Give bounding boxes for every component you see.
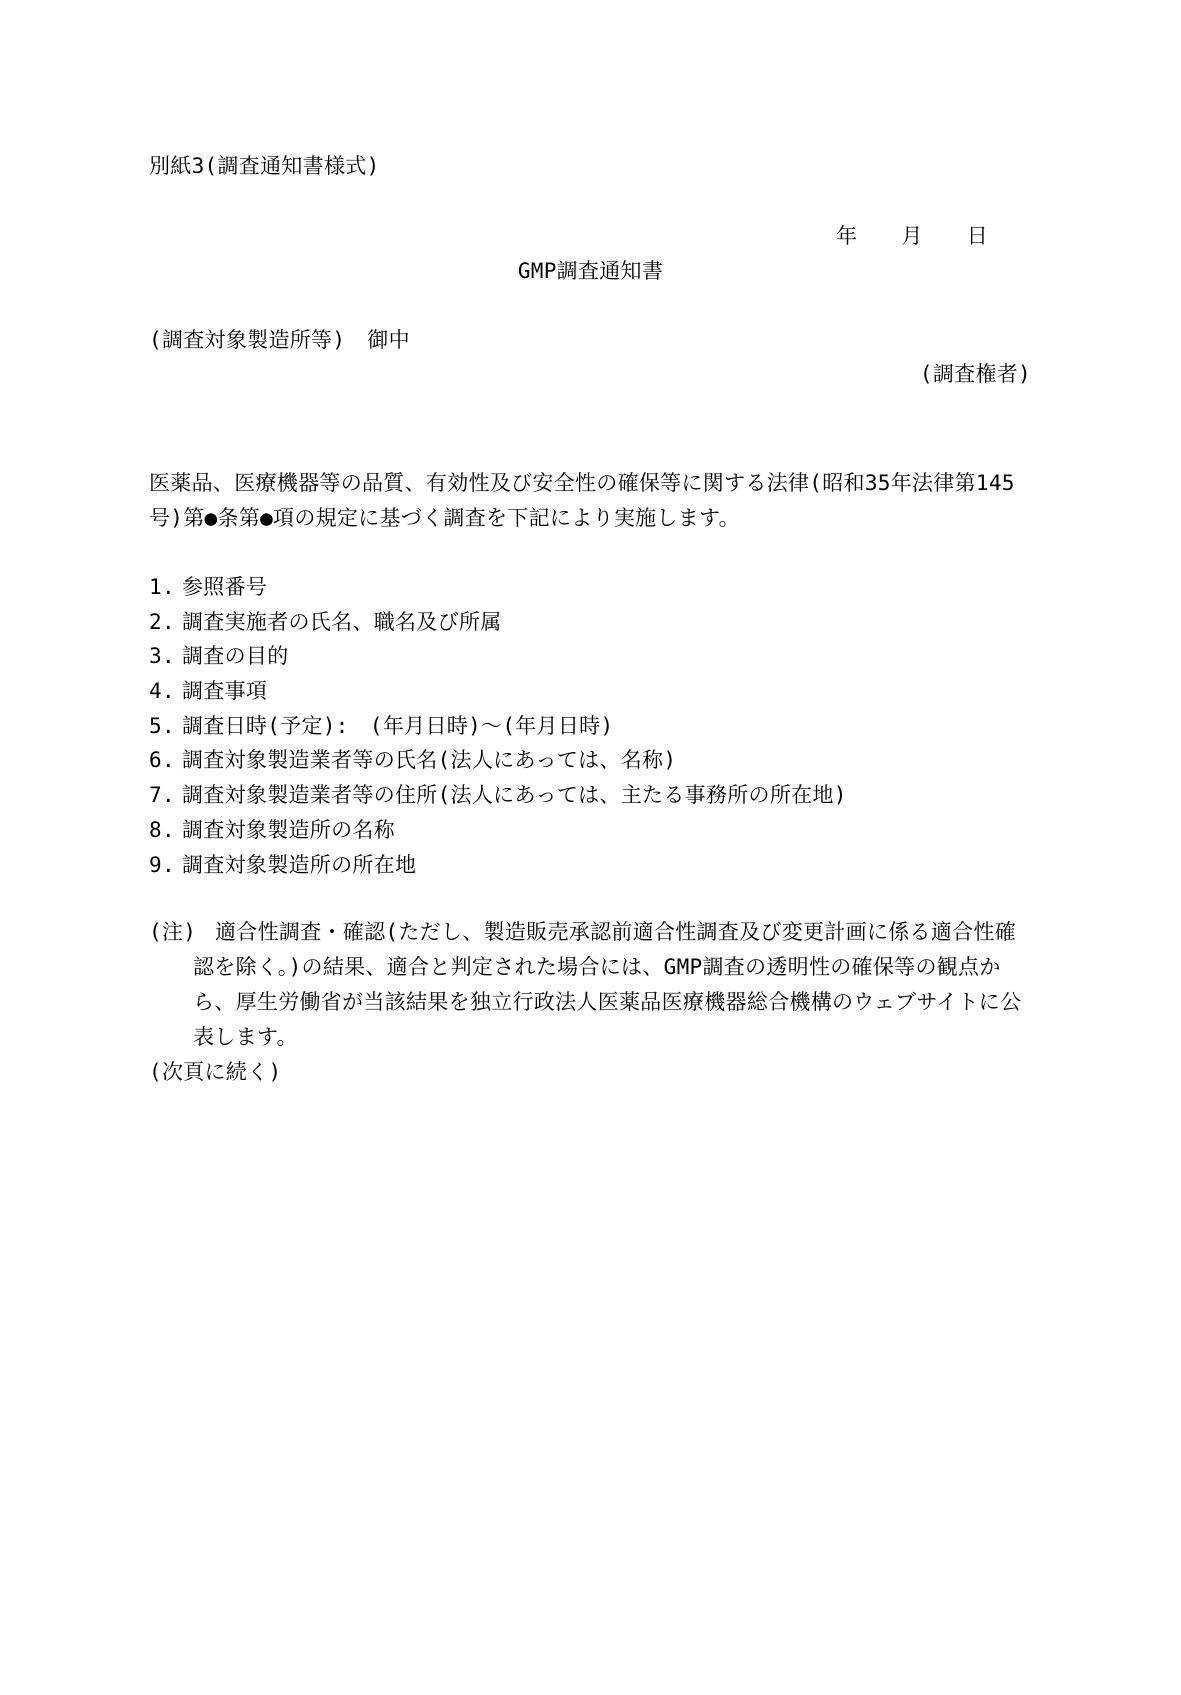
list-item bbox=[149, 848, 847, 883]
addressee: (調査対象製造所等) bbox=[149, 328, 346, 352]
note-label: (注) bbox=[149, 920, 197, 944]
date-day-label: 日 bbox=[966, 224, 988, 248]
date-month-label: 月 bbox=[901, 224, 923, 248]
item-number: 4. bbox=[149, 679, 175, 704]
list-item bbox=[149, 709, 847, 744]
list-item bbox=[149, 813, 847, 848]
item-text: 調査の目的 bbox=[182, 644, 289, 669]
date-line bbox=[836, 224, 988, 248]
investigator: (調査権者) bbox=[919, 362, 1031, 386]
item-number: 6. bbox=[149, 748, 175, 773]
items-list bbox=[149, 570, 847, 882]
item-number: 3. bbox=[149, 644, 175, 669]
item-text: 調査日時(予定): (年月日時)〜(年月日時) bbox=[182, 713, 614, 738]
list-item bbox=[149, 639, 847, 674]
list-item bbox=[149, 605, 847, 640]
list-item bbox=[149, 743, 847, 778]
list-item bbox=[149, 674, 847, 709]
addressee-suffix: 御中 bbox=[367, 328, 410, 352]
continued-note: (次頁に続く) bbox=[149, 1060, 282, 1084]
item-text: 調査事項 bbox=[182, 679, 268, 704]
addressee-line bbox=[149, 328, 410, 352]
item-number: 5. bbox=[149, 713, 175, 738]
item-number: 1. bbox=[149, 575, 175, 599]
item-text: 調査対象製造業者等の住所(法人にあっては、主たる事務所の所在地) bbox=[182, 783, 847, 808]
note-block bbox=[149, 915, 1037, 1055]
note-text: 適合性調査・確認(ただし、製造販売承認前適合性調査及び変更計画に係る適合性確認を除く。)の結果、適合と判定された場合には、GMP調査の透明性の確保等の観点から、厚生労働省が当該結果を独立行政法人医薬品医療機器総合機構のウェブサイトに公表します。 bbox=[193, 920, 1022, 1049]
item-number: 7. bbox=[149, 783, 175, 808]
document-title: GMP調査通知書 bbox=[517, 259, 664, 283]
item-number: 8. bbox=[149, 817, 175, 842]
annex-label: 別紙3(調査通知書様式) bbox=[149, 154, 380, 178]
item-text: 調査対象製造所の所在地 bbox=[182, 852, 417, 877]
item-number: 9. bbox=[149, 852, 175, 877]
item-text: 調査対象製造業者等の氏名(法人にあっては、名称) bbox=[182, 748, 677, 773]
body-paragraph: 医薬品、医療機器等の品質、有効性及び安全性の確保等に関する法律(昭和35年法律第145号)第●条第●項の規定に基づく調査を下記により実施します。 bbox=[149, 471, 1015, 530]
item-number: 2. bbox=[149, 609, 175, 634]
list-item bbox=[149, 570, 847, 605]
item-text: 参照番号 bbox=[182, 575, 268, 599]
date-year-label: 年 bbox=[836, 224, 858, 248]
item-text: 調査対象製造所の名称 bbox=[182, 817, 395, 842]
list-item bbox=[149, 778, 847, 813]
item-text: 調査実施者の氏名、職名及び所属 bbox=[182, 609, 502, 634]
